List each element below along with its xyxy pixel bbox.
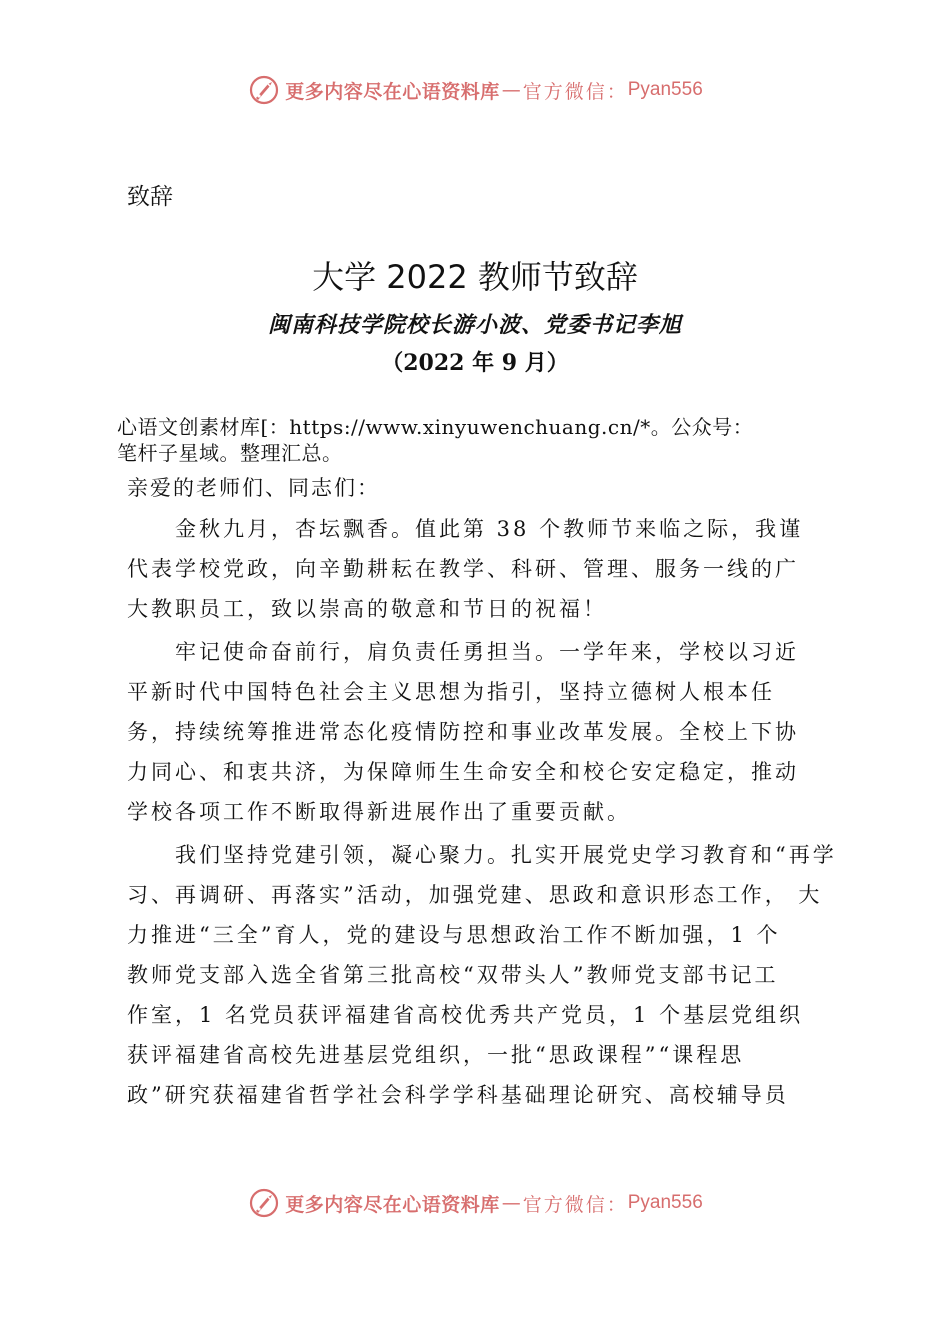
text-line: 金秋九月，杏坛飘香。值此第 38 个教师节来临之际，我谨 — [127, 517, 804, 541]
text-line: 力推进“三全”育人，党的建设与思想政治工作不断加强，1 个 — [127, 923, 781, 947]
document-subtitle: 闽南科技学院校长游小波、党委书记李旭 — [267, 312, 682, 338]
text-line: 代表学校党政，向辛勤耕耘在教学、科研、管理、服务一线的广 — [127, 557, 799, 581]
banner-wechat-id: Pyan556 — [627, 1192, 703, 1213]
source-note — [117, 414, 852, 466]
document-date: （2022 年 9 月） — [381, 350, 569, 376]
text-line: 作室，1 名党员获评福建省高校优秀共产党员，1 个基层党组织 — [127, 1003, 804, 1027]
text-line: 学校各项工作不断取得新进展作出了重要贡献。 — [127, 800, 631, 824]
pen-nib-icon — [247, 1186, 281, 1220]
text-line: 牢记使命奋前行，肩负责任勇担当。一学年来，学校以习近 — [127, 640, 799, 664]
body-text — [127, 509, 842, 1115]
text-line: 教师党支部入选全省第三批高校“双带头人”教师党支部书记工 — [127, 963, 779, 987]
source-note-line: 笔杆子星域。整理汇总。 — [117, 441, 343, 465]
paragraph — [127, 835, 842, 1115]
source-note-line: 心语文创素材库[：https://www.xinyuwenchuang.cn/*。公众号： — [117, 415, 754, 439]
banner-wechat-label: 官方微信： — [522, 1193, 628, 1216]
greeting: 亲爱的老师们、同志们： — [127, 476, 380, 500]
watermark-banner-top — [0, 70, 950, 110]
pen-nib-icon — [247, 73, 281, 107]
document-title: 大学 2022 教师节致辞 — [312, 258, 638, 296]
banner-dash: — — [501, 1192, 521, 1214]
banner-text: 更多内容尽在心语资料库 — [285, 80, 500, 103]
text-line: 习、再调研、再落实”活动，加强党建、思政和意识形态工作， 大 — [127, 883, 823, 907]
banner-wechat-label: 官方微信： — [522, 80, 628, 103]
paragraph — [127, 632, 842, 832]
text-line: 务，持续统筹推进常态化疫情防控和事业改革发展。全校上下协 — [127, 720, 799, 744]
watermark-banner-bottom — [0, 1183, 950, 1223]
text-line: 力同心、和衷共济，为保障师生生命安全和校仑安定稳定，推动 — [127, 760, 799, 784]
paragraph — [127, 509, 842, 629]
text-line: 获评福建省高校先进基层党组织，一批“思政课程”“课程思 — [127, 1043, 745, 1067]
text-line: 大教职员工，致以崇高的敬意和节日的祝福！ — [127, 597, 607, 621]
banner-wechat-id: Pyan556 — [627, 79, 703, 100]
text-line: 我们坚持党建引领，凝心聚力。扎实开展党史学习教育和“再学 — [127, 843, 837, 867]
text-line: 政”研究获福建省哲学社会科学学科基础理论研究、高校辅导员 — [127, 1083, 789, 1107]
banner-text: 更多内容尽在心语资料库 — [285, 1193, 500, 1216]
text-line: 平新时代中国特色社会主义思想为指引，坚持立德树人根本任 — [127, 680, 775, 704]
banner-dash: — — [501, 79, 521, 101]
heading-label: 致辞 — [127, 184, 173, 210]
